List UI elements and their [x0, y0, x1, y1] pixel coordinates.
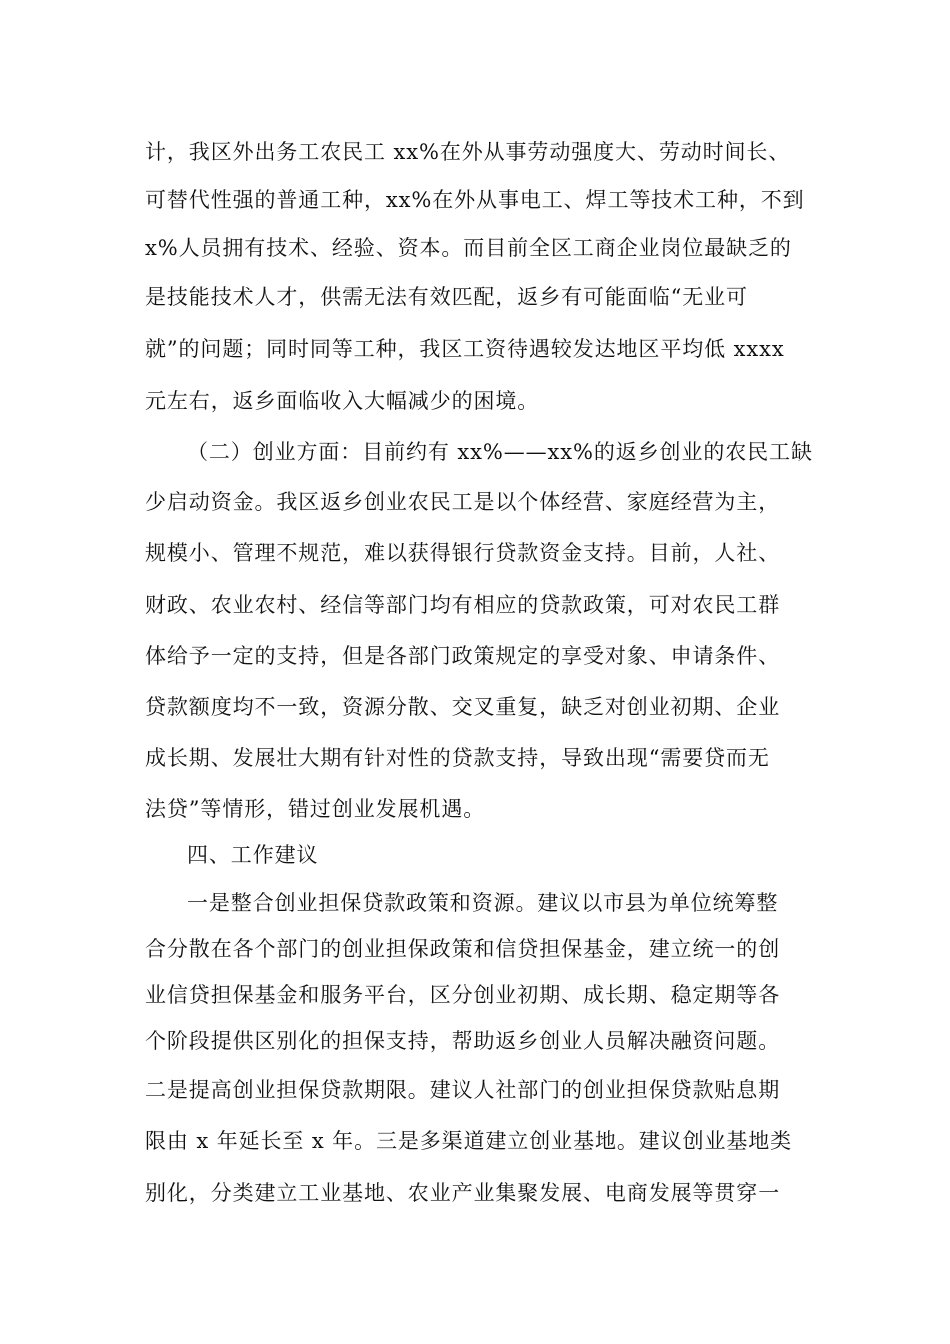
- text-line: 少启动资金。我区返乡创业农民工是以个体经营、家庭经营为主，: [145, 490, 781, 514]
- paragraph-first-line: 一是整合创业担保贷款政策和资源。建议以市县为单位统筹整: [187, 891, 779, 915]
- text-line: 规模小、管理不规范，难以获得银行贷款资金支持。目前，人社、: [145, 541, 781, 565]
- text-line: 个阶段提供区别化的担保支持，帮助返乡创业人员解决融资问题。: [145, 1029, 781, 1053]
- text-line: 限由 x 年延长至 x 年。三是多渠道建立创业基地。建议创业基地类: [145, 1129, 793, 1153]
- text-line: 贷款额度均不一致，资源分散、交叉重复，缺乏对创业初期、企业: [145, 695, 781, 719]
- text-line: 业信贷担保基金和服务平台，区分创业初期、成长期、稳定期等各: [145, 983, 781, 1007]
- text-line: 体给予一定的支持，但是各部门政策规定的享受对象、申请条件、: [145, 644, 781, 668]
- text-line: 可替代性强的普通工种，xx%在外从事电工、焊工等技术工种，不到: [145, 188, 805, 212]
- text-line: 别化，分类建立工业基地、农业产业集聚发展、电商发展等贯穿一: [145, 1181, 781, 1205]
- text-line: 是技能技术人才，供需无法有效匹配，返乡有可能面临“无业可: [145, 285, 748, 309]
- section-heading: 四、工作建议: [187, 843, 319, 867]
- text-line: 财政、农业农村、经信等部门均有相应的贷款政策，可对农民工群: [145, 593, 781, 617]
- text-line: 法贷”等情形，错过创业发展机遇。: [145, 797, 486, 821]
- text-line: 成长期、发展壮大期有针对性的贷款支持，导致出现“需要贷而无: [145, 746, 770, 770]
- text-line: 计，我区外出务工农民工 xx%在外从事劳动强度大、劳动时间长、: [145, 140, 791, 164]
- text-line: x%人员拥有技术、经验、资本。而目前全区工商企业岗位最缺乏的: [145, 236, 792, 260]
- text-line: 二是提高创业担保贷款期限。建议人社部门的创业担保贷款贴息期: [145, 1078, 781, 1102]
- text-line: 元左右，返乡面临收入大幅减少的困境。: [145, 389, 540, 413]
- text-line: 合分散在各个部门的创业担保政策和信贷担保基金，建立统一的创: [145, 937, 781, 961]
- paragraph-first-line: （二）创业方面：目前约有 xx%——xx%的返乡创业的农民工缺: [187, 440, 813, 464]
- text-line: 就”的问题；同时同等工种，我区工资待遇较发达地区平均低 xxxx: [145, 337, 785, 361]
